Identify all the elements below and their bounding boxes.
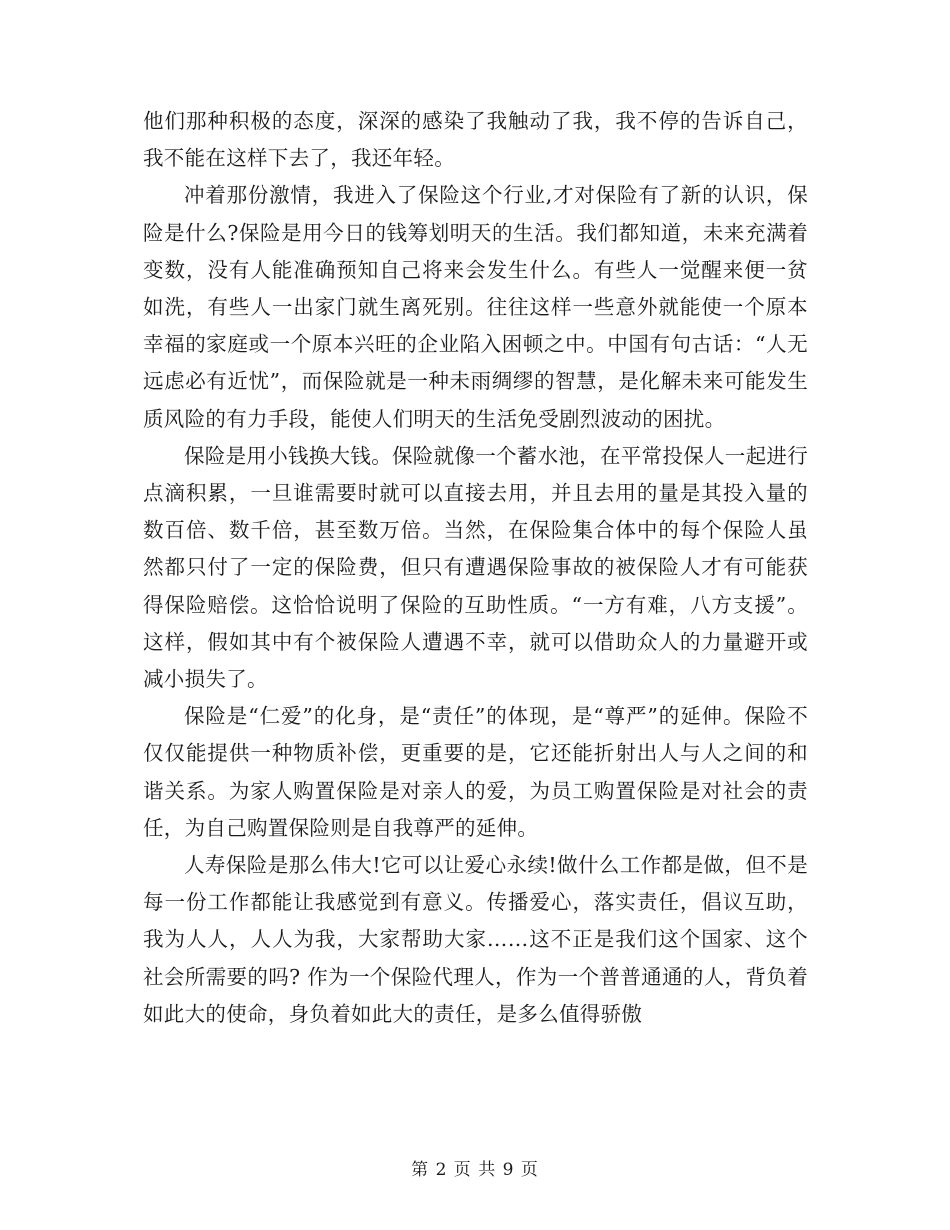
paragraph-small-money: 保险是用小钱换大钱。保险就像一个蓄水池，在平常投保人一起进行点滴积累，一旦谁需要时就可以直接去用，并且去用的量是其投入量的数百倍、数千倍，甚至数万倍。当然，在保险集合体中的每个保险人虽然都只付了一定的保险费，但只有遭遇保险事故的被保险人才有可能获得保险赔偿。这恰恰说明了保险的互助性质。“一方有难，八方支援”。这样，假如其中有个被保险人遭遇不幸，就可以借助众人的力量避开或减小损失了。: [143, 443, 808, 692]
paragraph-love-responsibility: 保险是“仁爱”的化身，是“责任”的体现，是“尊严”的延伸。保险不仅仅能提供一种物质补偿，更重要的是，它还能折射出人与人之间的和谐关系。为家人购置保险是对亲人的爱，为员工购置保险是对社会的责任，为自己购置保险则是自我尊严的延伸。: [143, 704, 808, 840]
document-body: [143, 103, 808, 1033]
paragraph-continuation: 他们那种积极的态度，深深的感染了我触动了我，我不停的告诉自己，我不能在这样下去了，我还年轻。: [143, 109, 808, 171]
page-number-footer: 第 2 页 共 9 页: [411, 1160, 539, 1180]
paragraph-life-insurance: 人寿保险是那么伟大!它可以让爱心永续!做什么工作都是做，但不是每一份工作都能让我感觉到有意义。传播爱心，落实责任，倡议互助，我为人人，人人为我，大家帮助大家……这不正是我们这个国家、这个社会所需要的吗? 作为一个保险代理人，作为一个普普通通的人，背负着如此大的使命，身负着如此大的责任，是多么值得骄傲: [143, 853, 808, 1026]
paragraph-insurance-meaning: 冲着那份激情，我进入了保险这个行业,才对保险有了新的认识，保险是什么?保险是用今日的钱筹划明天的生活。我们都知道，未来充满着变数，没有人能准确预知自己将来会发生什么。有些人一觉醒来便一贫如洗，有些人一出家门就生离死别。往往这样一些意外就能使一个原本幸福的家庭或一个原本兴旺的企业陷入困顿之中。中国有句古话：“人无远虑必有近忧”，而保险就是一种未雨绸缪的智慧，是化解未来可能发生质风险的有力手段，能使人们明天的生活免受剧烈波动的困扰。: [143, 183, 808, 431]
